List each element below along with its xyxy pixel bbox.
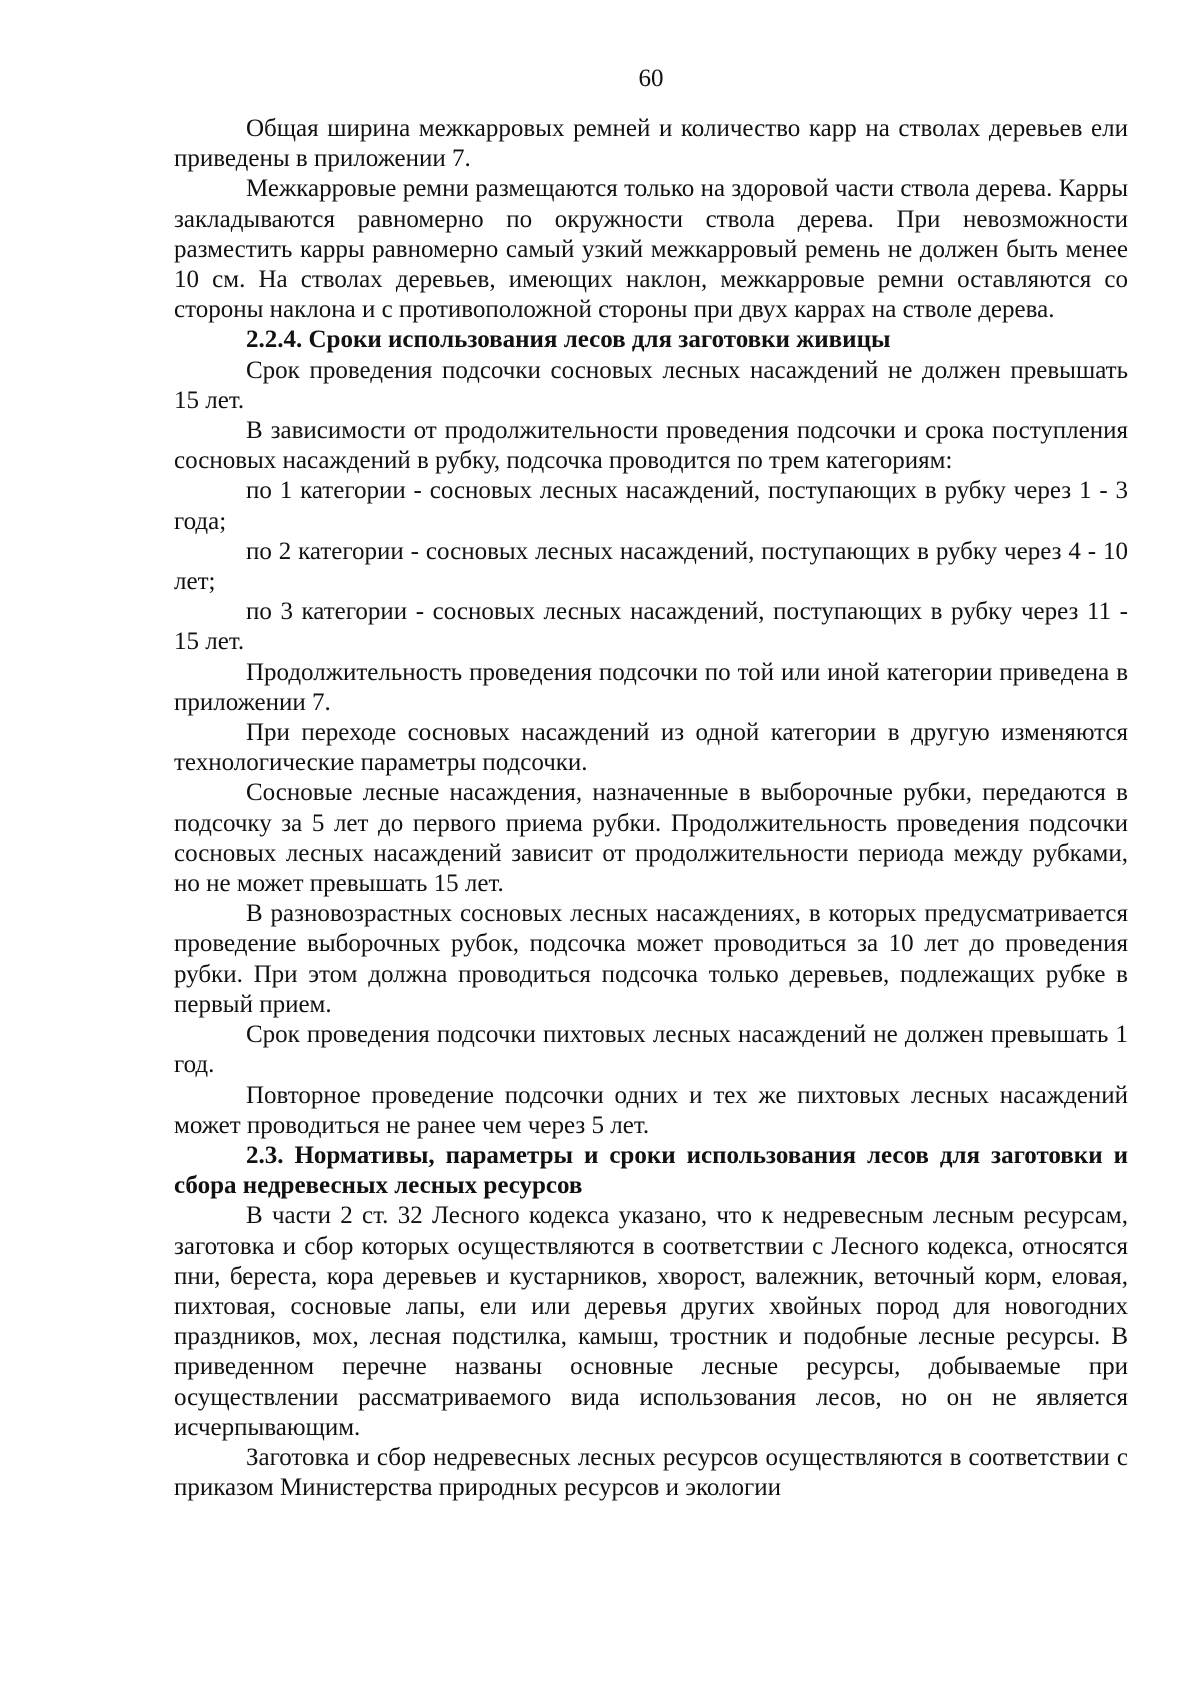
page-number: 60 xyxy=(638,65,664,92)
paragraph: Общая ширина межкарровых ремней и количество карр на стволах деревьев ели приведены в приложении 7. xyxy=(174,115,1128,173)
section-heading: 2.3. Нормативы, параметры и сроки использования лесов для заготовки и сбора недревесных лесных ресурсов xyxy=(174,1141,1128,1200)
paragraph: Срок проведения подсочки сосновых лесных насаждений не должен превышать 15 лет. xyxy=(174,356,1128,414)
paragraph: Повторное проведение подсочки одних и тех же пихтовых лесных насаждений может проводиться не ранее чем через 5 лет. xyxy=(174,1081,1128,1139)
paragraph: В разновозрастных сосновых лесных насаждениях, в которых предусматривается проведение выборочных рубок, подсочка может проводиться за 10 лет до проведения рубки. При этом должна проводиться подсочка только деревьев, подлежащих рубке в первый прием. xyxy=(174,900,1128,1018)
document-page xyxy=(174,64,1128,1503)
paragraph: В зависимости от продолжительности проведения подсочки и срока поступления сосновых насаждений в рубку, подсочка проводится по трем категориям: xyxy=(174,417,1128,475)
paragraph: Межкарровые ремни размещаются только на здоровой части ствола дерева. Карры закладываются равномерно по окружности ствола дерева. При невозможности разместить карры равномерно самый узкий межкарровый ремень не должен быть менее 10 см. На стволах деревьев, имеющих наклон, межкарровые ремни оставляются со стороны наклона и с противоположной стороны при двух каррах на стволе дерева. xyxy=(174,175,1128,324)
paragraph: В части 2 ст. 32 Лесного кодекса указано, что к недревесным лесным ресурсам, заготовка и сбор которых осуществляются в соответствии с Лесного кодекса, относятся пни, береста, кора деревьев и кустарников, хворост, валежник, веточный корм, еловая, пихтовая, сосновые лапы, ели или деревья других хвойных пород для новогодних праздников, мох, лесная подстилка, камыш, тростник и подобные лесные ресурсы. В приведенном перечне названы основные лесные ресурсы, добываемые при осуществлении рассматриваемого вида использования лесов, но он не является исчерпывающим. xyxy=(174,1202,1128,1441)
paragraph: Сосновые лесные насаждения, назначенные в выборочные рубки, передаются в подсочку за 5 лет до первого приема рубки. Продолжительность проведения подсочки сосновых лесных насаждений зависит от продолжительности периода между рубками, но не может превышать 15 лет. xyxy=(174,779,1128,898)
list-item: по 3 категории - сосновых лесных насаждений, поступающих в рубку через 11 - 15 лет. xyxy=(174,598,1128,656)
paragraph: Продолжительность проведения подсочки по той или иной категории приведена в приложении 7. xyxy=(174,658,1128,716)
list-item: по 2 категории - сосновых лесных насаждений, поступающих в рубку через 4 - 10 лет; xyxy=(174,537,1128,596)
paragraph: Срок проведения подсочки пихтовых лесных насаждений не должен превышать 1 год. xyxy=(174,1021,1128,1079)
paragraph: Заготовка и сбор недревесных лесных ресурсов осуществляются в соответствии с приказом Министерства природных ресурсов и экологии xyxy=(174,1443,1128,1502)
section-heading: 2.2.4. Сроки использования лесов для заготовки живицы xyxy=(246,326,891,354)
paragraph: При переходе сосновых насаждений из одной категории в другую изменяются технологические параметры подсочки. xyxy=(174,719,1128,777)
list-item: по 1 категории - сосновых лесных насаждений, поступающих в рубку через 1 - 3 года; xyxy=(174,477,1128,535)
